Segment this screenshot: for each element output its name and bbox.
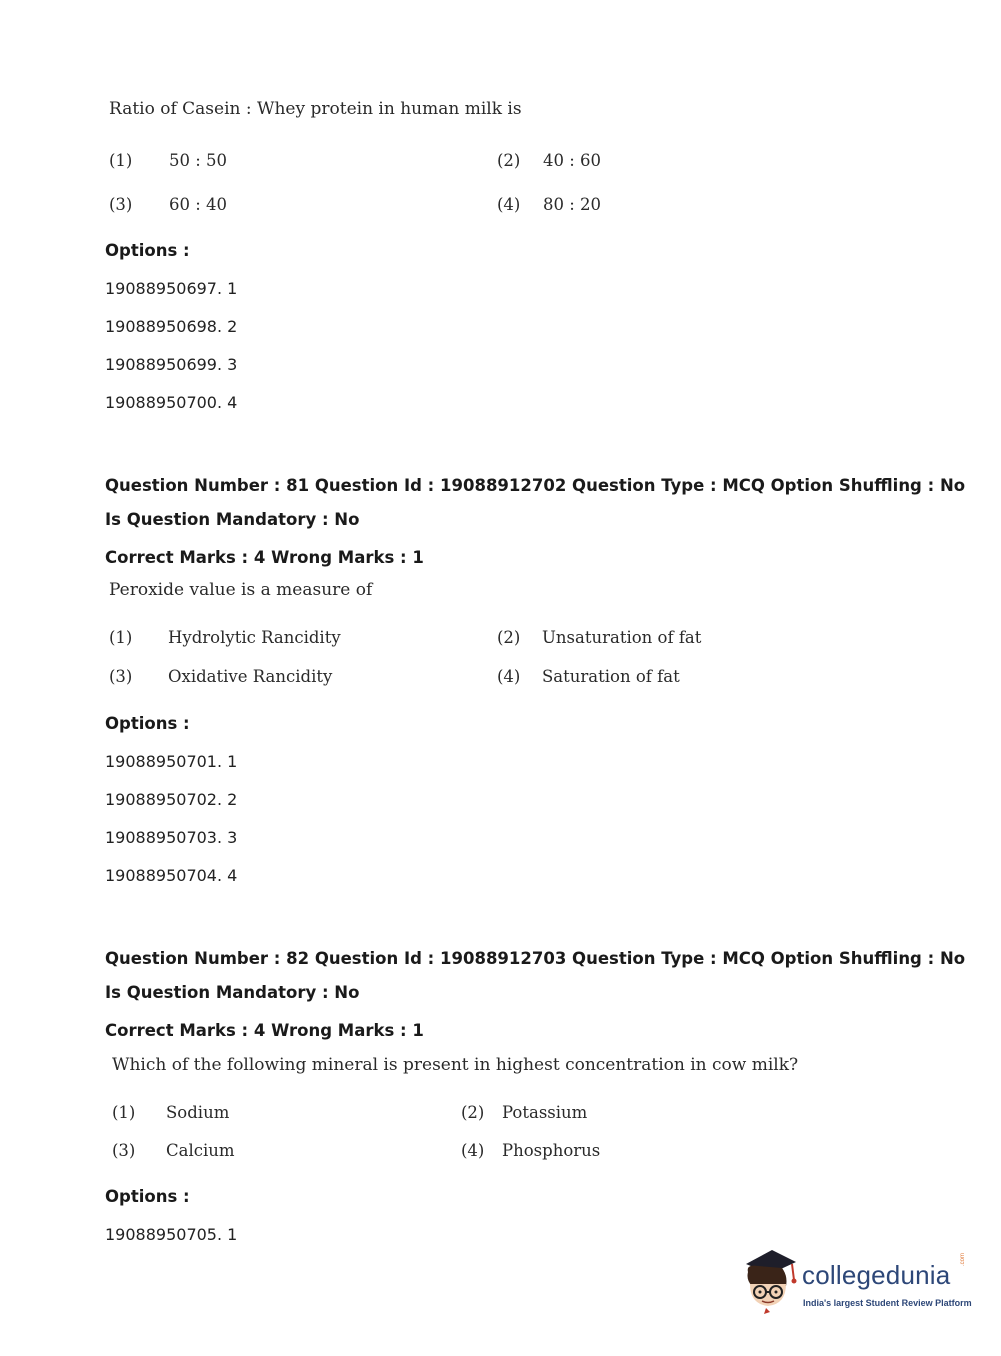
logo-wordmark: collegedunia: [802, 1260, 951, 1290]
collegedunia-logo: [738, 1246, 970, 1316]
options-label: Options :: [105, 1187, 190, 1206]
logo-tagline: India's largest Student Review Platform: [803, 1298, 972, 1308]
choice-number: (1): [109, 628, 133, 647]
option-id: 19088950700. 4: [105, 393, 238, 412]
question-header: Question Number : 81 Question Id : 19088912702 Question Type : MCQ Option Shuffling : No: [105, 476, 966, 495]
option-id: 19088950699. 3: [105, 355, 238, 374]
question-marks: Correct Marks : 4 Wrong Marks : 1: [105, 548, 424, 567]
choice-number: (4): [497, 195, 521, 214]
choice-number: (3): [112, 1141, 136, 1160]
choice-number: (3): [109, 195, 133, 214]
choice-number: (4): [461, 1141, 485, 1160]
choice-text: Hydrolytic Rancidity: [168, 628, 341, 647]
choice-number: (1): [112, 1103, 136, 1122]
choice-text: 50 : 50: [169, 151, 228, 170]
choice-text: 80 : 20: [543, 195, 602, 214]
option-id: 19088950702. 2: [105, 790, 238, 809]
student-mascot-icon: [738, 1246, 800, 1316]
choice-text: Sodium: [166, 1103, 230, 1122]
choice-text: 60 : 40: [169, 195, 228, 214]
choice-text: Calcium: [166, 1141, 235, 1160]
choice-text: Unsaturation of fat: [542, 628, 702, 647]
question-header: Question Number : 82 Question Id : 19088912703 Question Type : MCQ Option Shuffling : No: [105, 949, 966, 968]
choice-number: (2): [497, 151, 521, 170]
choice-text: 40 : 60: [543, 151, 602, 170]
choice-text: Potassium: [502, 1103, 588, 1122]
logo-suffix: .com: [960, 1252, 966, 1266]
choice-text: Phosphorus: [502, 1141, 601, 1160]
question-mandatory: Is Question Mandatory : No: [105, 510, 360, 529]
option-id: 19088950704. 4: [105, 866, 238, 885]
option-id: 19088950703. 3: [105, 828, 238, 847]
option-id: 19088950701. 1: [105, 752, 238, 771]
question-stem: Peroxide value is a measure of: [109, 580, 373, 600]
choice-number: (2): [497, 628, 521, 647]
choice-number: (1): [109, 151, 133, 170]
choice-text: Saturation of fat: [542, 667, 680, 686]
option-id: 19088950705. 1: [105, 1225, 238, 1244]
question-marks: Correct Marks : 4 Wrong Marks : 1: [105, 1021, 424, 1040]
question-mandatory: Is Question Mandatory : No: [105, 983, 360, 1002]
question-stem: Ratio of Casein : Whey protein in human milk is: [109, 99, 522, 119]
options-label: Options :: [105, 241, 190, 260]
option-id: 19088950698. 2: [105, 317, 238, 336]
choice-number: (3): [109, 667, 133, 686]
choice-text: Oxidative Rancidity: [168, 667, 333, 686]
option-id: 19088950697. 1: [105, 279, 238, 298]
choice-number: (4): [497, 667, 521, 686]
choice-number: (2): [461, 1103, 485, 1122]
options-label: Options :: [105, 714, 190, 733]
question-stem: Which of the following mineral is present in highest concentration in cow milk?: [112, 1055, 799, 1075]
